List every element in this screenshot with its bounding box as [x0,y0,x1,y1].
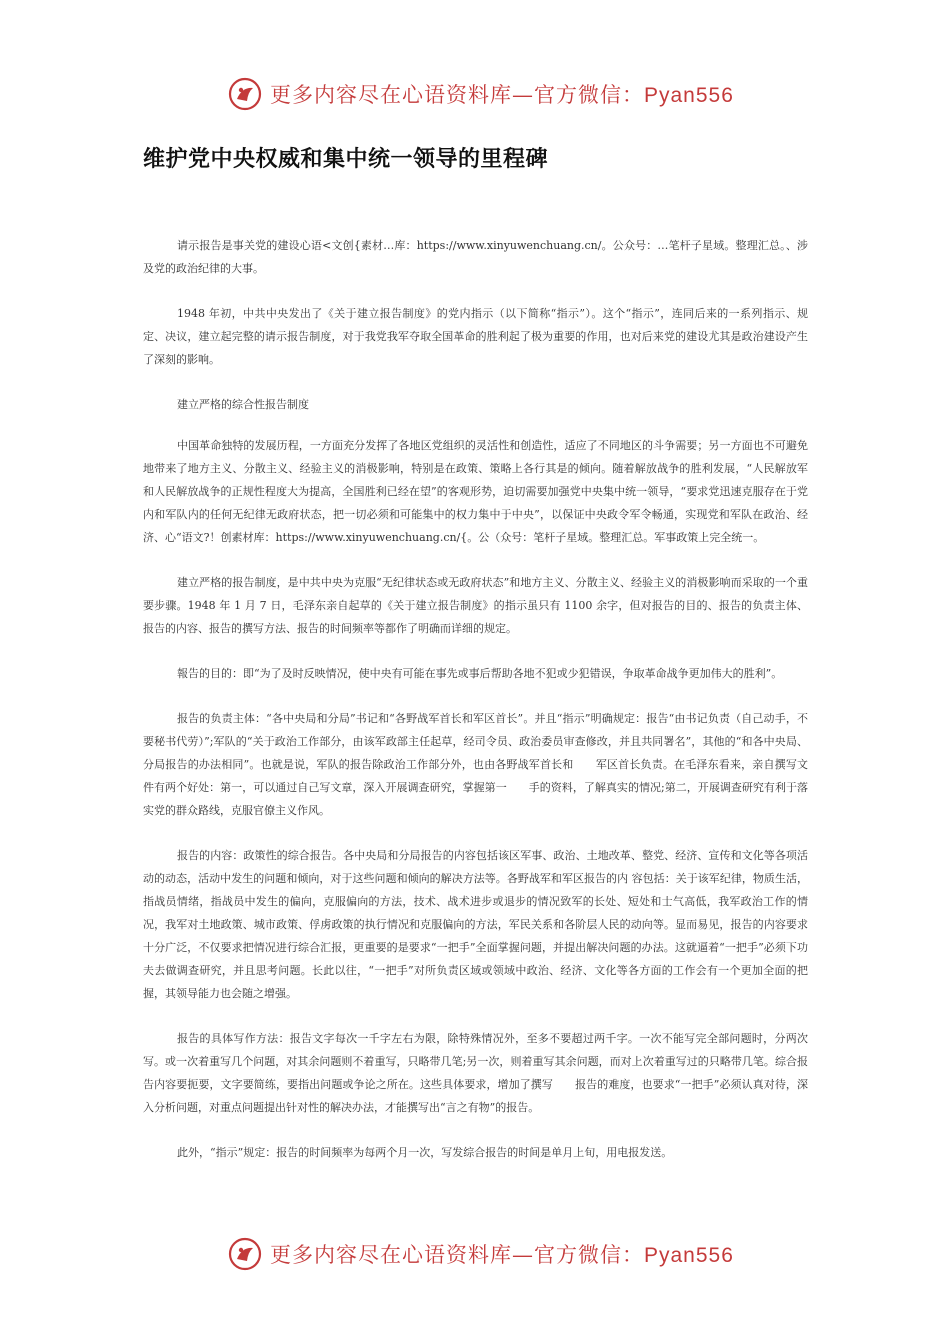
paragraph-method: 报告的具体写作方法：报告文字每次一千字左右为限，除特殊情况外，至多不要超过两千字。一次不能写完全部问题时，分两次写。或一次着重写几个问题，对其余问题则不着重写，只略带几笔;另一次，则着重写其余问题，而对上次着重写过的只略带几笔。综合报告内容要扼要，文字要简练，要指出问题或争论之所在。这些具体要求，增加了撰写 报告的难度，也要求“一把手”必须认真对待，深入分析问题，对重点问题提出针对性的解决办法，才能撰写出“言之有物”的报告。 [143,1032,808,1114]
paragraph-purpose: 報告的目的：即“为了及时反映情况，使中央有可能在事先或事后帮助各地不犯或少犯错误，争取革命战争更加伟大的胜利”。 [177,667,783,680]
seal-logo-icon [228,1237,262,1271]
section-heading: 建立严格的综合性报告制度 [177,398,309,411]
paragraph-content: 报告的内容：政策性的综合报告。各中央局和分局报告的内容包括该区军事、政治、土地改革、整党、经济、宣传和文化等各项活动的动态，活动中发生的问题和倾向，对于这些问题和倾向的解决方法等。各野战军和军区报告的内 容包括：关于该军纪律，物质生活，指战员情绪，指战员中发生的偏向，克服偏向的方法，技术、战术进步或退步的情况致军的长处、短处和士气高低，我军政治工作的情况，我军对土地政策、城市政策、俘虏政策的执行情况和克服偏向的方法，军民关系和各阶层人民的动向等。显而易见，报告的内容要求十分广泛，不仅要求把情况进行综合汇报，更重要的是要求“一把手”全面掌握问题，并提出解决问题的办法。这就逼着“一把手”必须下功夫去做调查研究，并且思考问题。长此以往，“一把手”对所负责区域或领域中政治、经济、文化等各方面的工作会有一个更加全面的把握，其领导能力也会随之增强。 [143,849,808,1000]
seal-logo-icon [228,77,262,111]
article-body [143,234,808,1186]
footer-watermark-banner [228,1232,734,1276]
paragraph-intro: 请示报告是事关党的建设心语<文创{素材…库：https://www.xinyuwenchuang.cn/。公众号：…笔杆子星域。整理汇总。、涉及党的政治纪律的大事。 [143,239,808,275]
paragraph-frequency: 此外，“指示”规定：报告的时间频率为每两个月一次，写发综合报告的时间是单月上旬，用电报发送。 [177,1146,673,1159]
banner-text: 更多内容尽在心语资料库—官方微信：Pyan556 [270,83,734,107]
paragraph-system: 建立严格的报告制度，是中共中央为克服“无纪律状态或无政府状态”和地方主义、分散主义、经验主义的消极影响而采取的一个重要步骤。1948 年 1 月 7 日，毛泽东亲自起草的《关于建立报告制度》的指示虽只有 1100 余字，但对报告的目的、报告的负责主体、报告的内容、报告的撰写方法、报告的时间频率等都作了明确而详细的规定。 [143,576,808,635]
page-title: 维护党中央权威和集中统一领导的里程碑 [143,147,549,172]
paragraph-history: 中国革命独特的发展历程，一方面充分发挥了各地区党组织的灵活性和创造性，适应了不同地区的斗争需要；另一方面也不可避免地带来了地方主义、分散主义、经验主义的消极影响，特别是在政策、策略上各行其是的倾向。随着解放战争的胜利发展，“人民解放军和人民解放战争的正规性程度大为提高，全国胜利已经在望”的客观形势，迫切需要加强党中央集中统一领导，“要求党迅速克服存在于党内和军队内的任何无纪律无政府状态，把一切必须和可能集中的权力集中于中央”，以保证中央政令军令畅通，实现党和军队在政治、经济、心“语文?！创素材库：https://www.xinyuwenchuang.cn/{。公（众号：笔杆子星域。整理汇总。军事政策上完全统一。 [143,439,808,544]
paragraph-background: 1948 年初，中共中央发出了《关于建立报告制度》的党内指示（以下简称“指示”）。这个“指示”，连同后来的一系列指示、规定、决议，建立起完整的请示报告制度，对于我党我军夺取全国革命的胜利起了极为重要的作用，也对后来党的建设尤其是政治建设产生了深刻的影响。 [143,307,808,366]
banner-text: 更多内容尽在心语资料库—官方微信：Pyan556 [270,1243,734,1267]
paragraph-responsible: 报告的负责主体：“各中央局和分局”书记和“各野战军首长和军区首长”。并且“指示”明确规定：报告“由书记负责（自己动手，不要秘书代劳）”;军队的“关于政治工作部分，由该军政部主任起草，经司令员、政治委员审查修改，并且共同署名”，其他的“和各中央局、分局报告的办法相同”。也就是说，军队的报告除政治工作部分外，也由各野战军首长和 军区首长负责。在毛泽东看来，亲自撰写文件有两个好处：第一，可以通过自己写文章，深入开展调查研究，掌握第一 手的资料，了解真实的情况;第二，开展调查研究有利于落实党的群众路线，克服官僚主义作风。 [143,712,808,817]
header-watermark-banner [228,72,734,116]
